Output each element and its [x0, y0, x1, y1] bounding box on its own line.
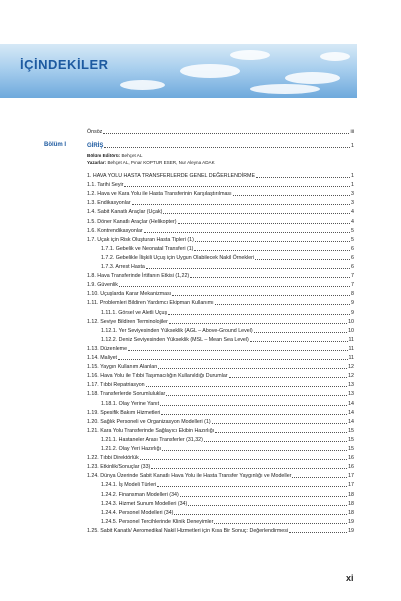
dot-leader: [163, 213, 350, 214]
toc-entry[interactable]: [87, 299, 354, 307]
toc-entry[interactable]: [101, 481, 354, 489]
toc-entry-page: 11: [348, 355, 354, 361]
toc-entry-label: 1.14. Maliyet: [87, 355, 118, 361]
toc-entry-page: 18: [348, 491, 354, 498]
toc-entry[interactable]: [87, 318, 354, 326]
dot-leader: [256, 177, 350, 178]
toc-entry-label: 1.12.2. Deniz Seviyesinden Yükseklik (MSL – Mean Sea Level): [101, 336, 249, 343]
toc-entry-label: 1.10. Uçuşlarda Karar Mekanizması: [87, 291, 172, 298]
toc-entry-page: 16: [348, 455, 354, 462]
dot-leader: [212, 423, 347, 424]
dot-leader: [158, 368, 347, 369]
toc-entry[interactable]: [101, 400, 354, 408]
toc-entry-label: 1.24.4. Personel Modelleri (34): [101, 509, 174, 516]
toc-entry-page: 15: [348, 446, 354, 452]
toc-entry[interactable]: [87, 218, 354, 226]
toc-entry[interactable]: [101, 518, 354, 526]
toc-entry-page: 13: [348, 391, 354, 398]
toc-entry[interactable]: [87, 381, 354, 389]
toc-entry-page: 8: [351, 291, 354, 298]
dot-leader: [144, 232, 350, 233]
toc-entry-label: 1.2. Hava ve Kara Yolu ile Hasta Transferinin Karşılaştırılması: [87, 191, 232, 198]
toc-entry-label: 1.4. Sabit Kanatlı Araçlar (Uçak): [87, 209, 163, 216]
toc-entry[interactable]: [101, 336, 354, 344]
toc-entry-label: 1.18. Transferlerde Sorumluluklar: [87, 391, 166, 398]
toc-entry-label: 1.7.2. Gebelikle İlişkili Uçuş için Uygun Olabilecek Nakil Örnekleri: [101, 254, 255, 261]
toc-entry-page: 19: [348, 518, 354, 525]
toc-entry[interactable]: [87, 354, 354, 362]
toc-entry[interactable]: [87, 454, 354, 462]
dot-leader: [168, 314, 350, 315]
toc-entry[interactable]: [101, 445, 354, 453]
toc-entry[interactable]: [87, 345, 354, 353]
toc-entry[interactable]: [87, 236, 354, 244]
toc-entry-page: 4: [351, 218, 354, 225]
toc-entry[interactable]: [87, 290, 354, 298]
dot-leader: [119, 286, 350, 287]
toc-entry-page: 17: [348, 473, 354, 480]
toc-entry-page: 6: [351, 254, 354, 261]
toc-entry[interactable]: [87, 527, 354, 535]
toc-entry-page: iii: [350, 129, 354, 135]
dot-leader: [140, 459, 347, 460]
toc-entry[interactable]: [87, 463, 354, 471]
dot-leader: [162, 450, 347, 451]
toc-entry-page: 12: [348, 364, 354, 371]
toc-entry-page: 6: [351, 264, 354, 270]
toc-entry-label: 1.5. Döner Kanatlı Araçlar (Helikopter): [87, 218, 177, 225]
toc-entry-page: 5: [351, 236, 354, 243]
toc-entry-page: 5: [351, 227, 354, 234]
chapter-title: GİRİŞ: [87, 143, 104, 149]
toc-entry-page: 9: [351, 300, 354, 307]
dot-leader: [195, 241, 350, 242]
toc-entry-page: 13: [348, 382, 354, 389]
toc-entry-label: 1.20. Sağlık Personeli ve Organizasyon Modelleri (1): [87, 418, 211, 425]
toc-entry[interactable]: [87, 199, 354, 207]
dot-leader: [229, 377, 348, 378]
toc-entry-label: 1.12. Seviye Bildiren Terminolojiler: [87, 318, 168, 325]
page-title: İÇİNDEKİLER: [20, 57, 109, 72]
toc-entry[interactable]: [87, 372, 354, 380]
toc-entry-label: 1.9. Güvenlik: [87, 282, 118, 289]
toc-entry[interactable]: [87, 227, 354, 235]
toc-entry[interactable]: [87, 409, 354, 417]
toc-entry[interactable]: [101, 491, 354, 499]
toc-entry-page: 14: [348, 418, 354, 425]
toc-entry-label: 1.25. Sabit Kanatlı/ Aeromedikal Nakil Hizmetleri için Kısa Bir Sonuç: Değerlendirmesi: [87, 527, 289, 534]
chapter-editor: [87, 153, 142, 159]
toc-entry-page: 18: [348, 500, 354, 507]
toc-entry[interactable]: [87, 418, 354, 426]
toc-entry[interactable]: [87, 363, 354, 371]
toc-entry-label: 1. HAVA YOLU HASTA TRANSFERLERDE GENEL DEĞERLENDİRME: [87, 173, 255, 179]
toc-entry-label: 1.21.2. Olay Yeri Hazırlığı: [101, 446, 162, 452]
toc-entry[interactable]: [101, 436, 354, 444]
toc-entry[interactable]: [87, 272, 354, 280]
dot-leader: [104, 147, 350, 148]
toc-entry-onsoz[interactable]: [87, 128, 354, 136]
toc-entry-page: 4: [351, 209, 354, 216]
dot-leader: [250, 341, 348, 342]
toc-entry-page: 10: [348, 318, 354, 325]
toc-entry-label: 1.17. Tıbbi Repatriasyon: [87, 382, 145, 389]
toc-entry-page: 12: [348, 373, 354, 380]
toc-entry-label: Önsöz: [87, 129, 103, 135]
toc-entry-label: 1.13. Düzenleme: [87, 345, 128, 352]
toc-entry-page: 19: [348, 527, 354, 534]
dot-leader: [215, 432, 347, 433]
dot-leader: [160, 405, 347, 406]
toc-entry-label: 1.16. Hava Yolu ile Tıbbi Taşımacılığın Kullanıldığı Durumlar: [87, 373, 228, 380]
toc-entry[interactable]: [87, 427, 354, 435]
dot-leader: [146, 386, 347, 387]
authors-names: Behçet AL, Pınar KOPTUR ESER, Nur Aleyna ADAK: [107, 160, 215, 165]
chapter-page: 1: [351, 143, 354, 149]
chapter-authors: [87, 160, 215, 166]
toc-entry-label: 1.7. Uçak için Risk Oluşturan Hasta Tipleri (1): [87, 236, 194, 243]
toc-entry-label: 1.12.1. Yer Seviyesinden Yükseklik (AGL – Above-Ground Level): [101, 327, 253, 334]
toc-entry[interactable]: [101, 245, 354, 253]
editor-name: Behçet AL: [121, 153, 143, 158]
toc-entry-label: 1.22. Tıbbi Direktörlük: [87, 455, 139, 462]
toc-entry-label: 1.24.2. Finansman Modelleri (34): [101, 491, 179, 498]
toc-entry-label: 1.24.3. Hizmet Sunum Modelleri (34): [101, 500, 188, 507]
editor-label: Bölüm Editörü:: [87, 153, 121, 158]
toc-entry-page: 10: [348, 327, 354, 334]
toc-entry[interactable]: [101, 263, 354, 271]
toc-entry-page: 11: [348, 345, 354, 352]
chapter-title-row[interactable]: [87, 142, 354, 150]
toc-entry[interactable]: [101, 500, 354, 508]
toc-entry-page: 15: [348, 427, 354, 434]
dot-leader: [289, 532, 347, 533]
dot-leader: [204, 441, 347, 442]
toc-entry-label: 1.21.1. Hastaneler Arası Transferler (31,32): [101, 436, 203, 443]
dot-leader: [118, 359, 347, 360]
toc-entry[interactable]: [87, 472, 354, 480]
toc-entry[interactable]: [87, 390, 354, 398]
toc-entry-page: 9: [351, 309, 354, 316]
dot-leader: [151, 468, 347, 469]
toc-entry-label: 1.8. Hava Transferinde İrtifanın Etkisi (1,22): [87, 273, 190, 280]
toc-entry[interactable]: [87, 172, 354, 180]
toc-entry-page: 1: [351, 173, 354, 179]
dot-leader: [169, 323, 347, 324]
toc-entry-label: 1.18.1. Olay Yerine Yanıt: [101, 400, 160, 407]
dot-leader: [214, 523, 347, 524]
toc-entry[interactable]: [101, 309, 354, 317]
toc-entry-page: 6: [351, 245, 354, 252]
toc-entry[interactable]: [87, 190, 354, 198]
dot-leader: [128, 350, 347, 351]
toc-entry[interactable]: [101, 254, 354, 262]
dot-leader: [190, 277, 350, 278]
toc-entry-page: 17: [348, 482, 354, 489]
dot-leader: [194, 250, 350, 251]
toc-entry-page: 1: [351, 182, 354, 189]
page-number: xi: [346, 573, 354, 583]
dot-leader: [255, 259, 350, 260]
toc-entry-page: 16: [348, 464, 354, 471]
dot-leader: [157, 486, 347, 487]
dot-leader: [166, 395, 347, 396]
toc-entry-label: 1.21. Kara Yolu Transferinde Sağlayıcı Ekibin Hazırlığı: [87, 427, 215, 434]
dot-leader: [215, 304, 350, 305]
chapter-number: Bölüm I: [44, 142, 66, 148]
toc-entry-label: 1.3. Endikasyonlar: [87, 200, 131, 207]
toc-entry[interactable]: [87, 208, 354, 216]
toc-entry-label: 1.24.5. Personel Tercihlerinde Klinik Deneyimler: [101, 518, 214, 525]
toc-entry-label: 1.19. Spesifik Bakım Hizmetleri: [87, 409, 161, 416]
toc-entry-page: 14: [348, 400, 354, 407]
toc-entry[interactable]: [87, 281, 354, 289]
toc-entry-page: 15: [348, 436, 354, 443]
toc-entry-page: 11: [348, 336, 354, 343]
toc-entry-page: 18: [348, 509, 354, 516]
toc-entry-page: 7: [351, 282, 354, 289]
toc-entry[interactable]: [101, 509, 354, 517]
toc-entry-label: 1.7.3. Arrest Hasta: [101, 264, 145, 270]
dot-leader: [188, 505, 347, 506]
dot-leader: [132, 204, 350, 205]
dot-leader: [146, 268, 350, 269]
toc-entry[interactable]: [87, 181, 354, 189]
dot-leader: [161, 414, 347, 415]
dot-leader: [178, 223, 351, 224]
dot-leader: [180, 496, 347, 497]
toc-entry-label: 1.24. Dünya Üzerinde Sabit Kanatlı Hava Yolu ile Hasta Transfer Yaygınlığı ve Modeller: [87, 473, 292, 480]
authors-label: Yazarlar:: [87, 160, 107, 165]
dot-leader: [292, 477, 347, 478]
toc-entry-page: 14: [348, 409, 354, 416]
toc-entry-label: 1.7.1. Gebelik ve Neonatal Transferi (1): [101, 245, 194, 252]
toc-entry[interactable]: [101, 327, 354, 335]
toc-entry-page: 7: [351, 273, 354, 280]
dot-leader: [233, 195, 350, 196]
toc-entry-page: 3: [351, 200, 354, 207]
toc-entry-label: 1.11.1. Görsel ve Aletli Uçuş: [101, 309, 168, 316]
toc-entry-label: 1.23. Etkinlik/Sonuçlar (33): [87, 464, 151, 471]
toc-entry-label: 1.15. Yaygın Kullanım Alanları: [87, 364, 158, 371]
toc-entry-label: 1.6. Kontrendikasyonlar: [87, 227, 143, 234]
dot-leader: [174, 514, 347, 515]
dot-leader: [254, 332, 347, 333]
dot-leader: [103, 133, 349, 134]
toc-entry-label: 1.11. Problemleri Bildiren Yardımcı Ekipman Kullanımı: [87, 300, 214, 307]
toc-entry-label: 1.24.1. İş Modeli Türleri: [101, 482, 157, 489]
dot-leader: [124, 186, 350, 187]
toc-entry-page: 3: [351, 191, 354, 198]
toc-entry-label: 1.1. Tarihi Seyir: [87, 182, 124, 189]
dot-leader: [172, 295, 350, 296]
